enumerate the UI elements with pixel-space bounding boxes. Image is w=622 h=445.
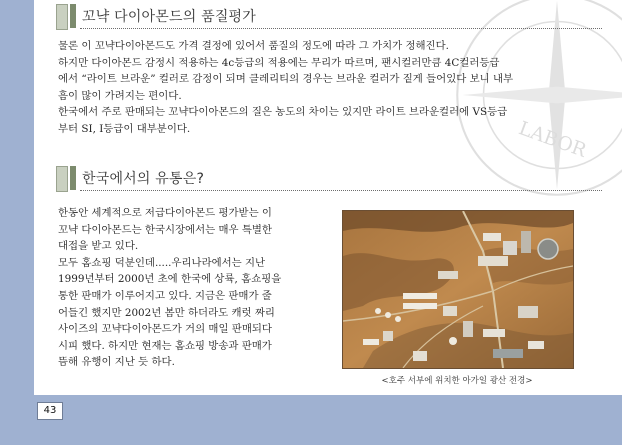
photo-caption: <호주 서부에 위치한 아가일 광산 전경>	[381, 376, 533, 386]
section-title-distribution: 한국에서의 유통은?	[82, 171, 205, 187]
section-header-quality	[56, 3, 602, 29]
text-line: 한국에서 주로 판매되는 꼬냑다이아몬드의 질은 농도의 차이는 있지만 라이트 브라운컬러에 VS등급	[58, 106, 508, 119]
text-line: 부터 SI, I등급이 대부분이다.	[58, 122, 191, 135]
text-line: 한동안 세계적으로 저급다이아몬드 평가받는 이	[58, 207, 272, 219]
text-line: 흠이 많이 가려지는 편이다.	[58, 89, 182, 102]
header-divider	[80, 28, 602, 29]
text-line: 물론 이 꼬냑다이아몬드도 가격 결정에 있어서 품질의 정도에 따라 그 가치가 정해진다.	[58, 40, 449, 52]
text-line: 하지만 다이아몬드 감정시 적용하는 4c등급의 적용에는 무리가 따르며, 팬시컬러만큼 4C컬러등급	[58, 56, 500, 69]
text-line: 사이즈의 꼬냑다이아몬드가 거의 매일 판매되다	[58, 323, 272, 336]
text-line: 뜸해 유행이 지난 듯 하다.	[58, 356, 175, 369]
text-line: 꼬냑 다이아몬드는 한국시장에서는 매우 특별한	[58, 223, 272, 236]
header-tab-decoration	[56, 166, 68, 192]
text-line: 1999년부터 2000년 초에 한국에 상륙, 홈쇼핑을	[58, 273, 282, 286]
distribution-paragraph	[58, 205, 314, 371]
section-title-quality: 꼬냑 다이아몬드의 품질평가	[82, 9, 256, 25]
text-line: 시피 했다. 하지만 현재는 홈쇼핑 방송과 판매가	[58, 339, 272, 352]
text-line: 에서 “라이트 브라운” 컬러로 감정이 되며 클레리티의 경우는 브라운 컬러가 짙게 들어있다 보니 내부	[58, 73, 514, 86]
text-line: 어들긴 했지만 2002년 봄만 하더라도 캐럿 짜리	[58, 306, 275, 319]
text-line: 모두 홈쇼핑 덕분인데.....우리나라에서는 지난	[58, 256, 266, 269]
quality-paragraph	[58, 38, 578, 138]
watermark-text: LABOR	[515, 117, 590, 162]
argyle-mine-photo	[342, 210, 574, 369]
text-line: 통한 판매가 이루어지고 있다. 지금은 판매가 줄	[58, 289, 272, 302]
text-line: 대접을 받고 있다.	[58, 240, 139, 253]
section-header-distribution	[56, 165, 602, 191]
header-bar-decoration	[70, 166, 76, 190]
document-page	[34, 0, 622, 395]
header-divider	[80, 190, 602, 191]
header-bar-decoration	[70, 4, 76, 28]
header-tab-decoration	[56, 4, 68, 30]
page-number: 43	[37, 402, 63, 420]
